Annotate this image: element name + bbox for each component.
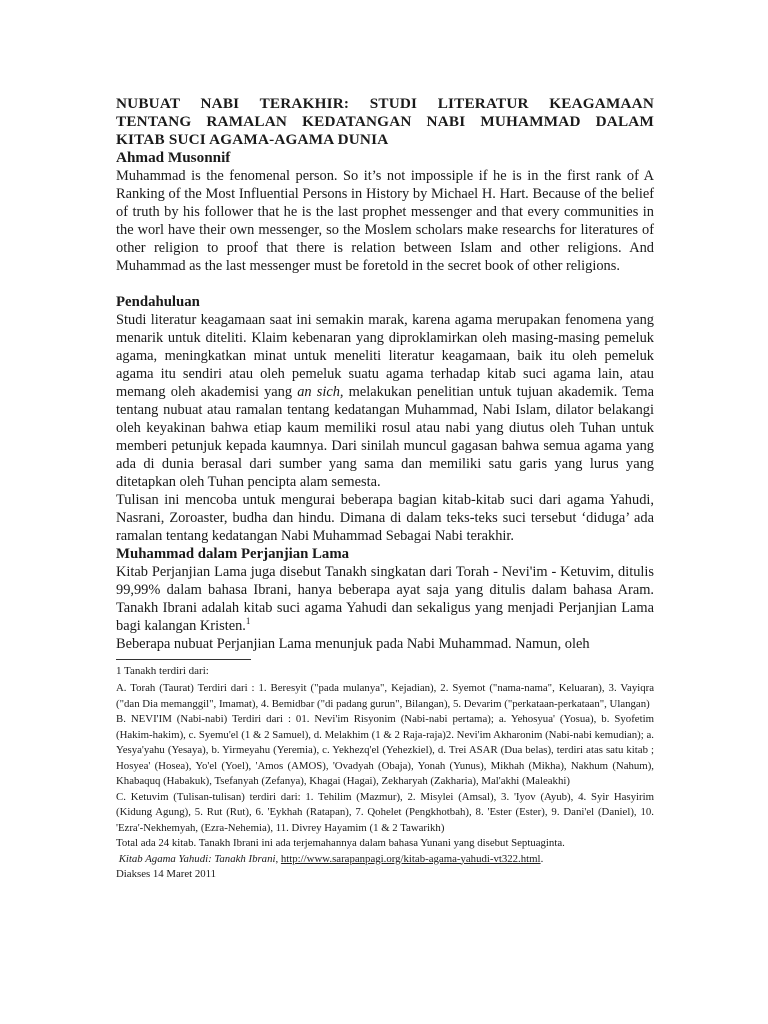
author-name: Ahmad Musonnif	[116, 149, 231, 166]
footnote-intro: 1 Tanakh terdiri dari:	[116, 665, 209, 677]
footnote-total: Total ada 24 kitab. Tanakh Ibrani ini ada terjemahannya dalam bahasa Yunani yang disebut Septuaginta.	[116, 837, 565, 849]
perjanjian-lama-paragraph-2: Beberapa nubuat Perjanjian Lama menunjuk pada Nabi Muhammad. Namun, oleh	[116, 636, 590, 652]
title-line-2: TENTANG RAMALAN KEDATANGAN NABI MUHAMMAD DALAM	[116, 113, 654, 130]
footnote-source-end: .	[540, 852, 544, 865]
intro-text-b: melakukan penelitian untuk tujuan akademik. Tema tentang nubuat atau ramalan tentang kedatangan Muhammad, Nabi Islam, dilator belakangi oleh keyakinan bahwa etiap kaum memiliki rosul atau nabi yang diutus oleh Tuhan untuk memberi petunjuk kepada kaumnya. Dari sinilah muncul gagasan bahwa semua agama yang ada di dunia berasal dari sumber yang sama dan memiliki satu garis yang lurus yang ditetapkan oleh Tuhan pencipta alam semesta.	[116, 384, 654, 490]
footnote-separator	[116, 659, 251, 660]
abstract: Muhammad is the fenomenal person. So it’s not impossiple if he is in the first rank of A Ranking of the Most Influential Persons in History by Michael H. Hart. Because of the belief of truth by his follower that he is the last prophet messenger and that every communities in the worl have their own messenger, so the Moslem scholars make researchs for literatures of other religion to proof that there is relation between Islam and other religions. And Muhammad as the last messenger must be foretold in the secret book of other religions.	[116, 168, 654, 274]
intro-paragraph-2: Tulisan ini mencoba untuk mengurai beberapa bagian kitab-kitab suci dari agama Yahudi, Nasrani, Zoroaster, budha dan hindu. Dimana di dalam teks-teks suci tersebut ‘diduga’ ada ramalan tentang kedatangan Nabi Muhammad Sebagai Nabi terakhir.	[116, 492, 654, 544]
intro-text-a: Studi literatur keagamaan saat ini semakin marak, karena agama merupakan fenomena yang menarik untuk diteliti. Klaim kebenaran yang diproklamirkan oleh masing-masing pemeluk agama, meningkatkan minat untuk meneliti literatur keagamaan, baik itu oleh pemeluk agama itu sendiri atau oleh pemeluk suatu agama terhadap kitab suci agama lain, atau memang oleh akademisi yang	[116, 312, 654, 400]
intro-italic-phrase: an sich,	[297, 384, 344, 400]
footnote-source-link[interactable]: http://www.sarapanpagi.org/kitab-agama-yahudi-vt322.html	[280, 852, 541, 865]
page-content	[116, 95, 654, 883]
section-heading-perjanjian-lama: Muhammad dalam Perjanjian Lama	[116, 546, 350, 562]
intro-paragraph-1	[116, 311, 654, 491]
perjanjian-lama-paragraph-1	[116, 563, 654, 635]
footnote-ketuvim: C. Ketuvim (Tulisan-tulisan) terdiri dari: 1. Tehilim (Mazmur), 2. Misylei (Amsal), 3. 'Iyov (Ayub), 4. Syir Hasyirim (Kidung Agung), 5. Rut (Rut), 6. 'Eykhah (Ratapan), 7. Qohelet (Pengkhotbah), 8. 'Ester (Ester), 9. Dani'el (Daniel), 10. 'Ezra'-Nekhemyah, (Ezra-Nehemia), 11. Divrey Hayamim (1 & 2 Tawarikh)	[116, 790, 654, 834]
title-line-1: NUBUAT NABI TERAKHIR: STUDI LITERATUR KEAGAMAAN	[116, 95, 654, 112]
footnote-source-sep: ,	[275, 852, 281, 865]
footnote-neviim: B. NEVI'IM (Nabi-nabi) Terdiri dari : 01. Nevi'im Risyonim (Nabi-nabi pertama); a. Yehosyua' (Yosua), b. Syofetim (Hakim-hakim), c. Syemu'el (1 & 2 Samuel), d. Melakhim (1 & 2 Raja-raja)2. Nevi'im Akharonim (Nabi-nabi kemudian); a. Yesya'yahu (Yesaya), b. Yirmeyahu (Yeremia), c. Yekhezq'el (Yehezkiel), d. Trei ASAR (Dua belas), terdiri atas satu kitab ; Hosyea' (Hosea), Yo'el (Yoel), 'Amos (AMOS), 'Ovadyah (Obaja), Yonah (Yunus), Mikhah (Mikha), Nakhum (Nahum), Khabaquq (Habakuk), Tsefanyah (Zefanya), Khagai (Hagai), Zekharyah (Zakharia), Mal'akhi (Maleakhi)	[116, 713, 654, 787]
footnote-source	[116, 852, 654, 868]
footnote-source-title: Kitab Agama Yahudi: Tanakh Ibrani	[118, 852, 276, 865]
footnote-accessed: Diakses 14 Maret 2011	[116, 868, 217, 880]
footnote-torah: A. Torah (Taurat) Terdiri dari : 1. Beresyit ("pada mulanya", Kejadian), 2. Syemot ("nama-nama", Keluaran), 3. Vayiqra ("dan Dia memanggil", Imamat), 4. Bemidbar ("di padang gurun", Bilangan), 5. Devarim ("perkataan-perkataan", Ulangan)	[116, 682, 654, 710]
perjanjian-lama-text: Kitab Perjanjian Lama juga disebut Tanakh singkatan dari Torah - Nevi'im - Ketuvim, ditulis 99,99% dalam bahasa Ibrani, hanya beberapa ayat saja yang ditulis dalam bahasa Aram. Tanakh Ibrani adalah kitab suci agama Yahudi dan sekaligus yang menjadi Perjanjian Lama bagi kalangan Kristen.	[116, 564, 654, 634]
title-line-3: KITAB SUCI AGAMA-AGAMA DUNIA	[116, 131, 389, 148]
footnote-ref-1[interactable]: 1	[245, 616, 251, 627]
section-heading-pendahuluan: Pendahuluan	[116, 294, 200, 310]
spacer	[116, 275, 654, 293]
